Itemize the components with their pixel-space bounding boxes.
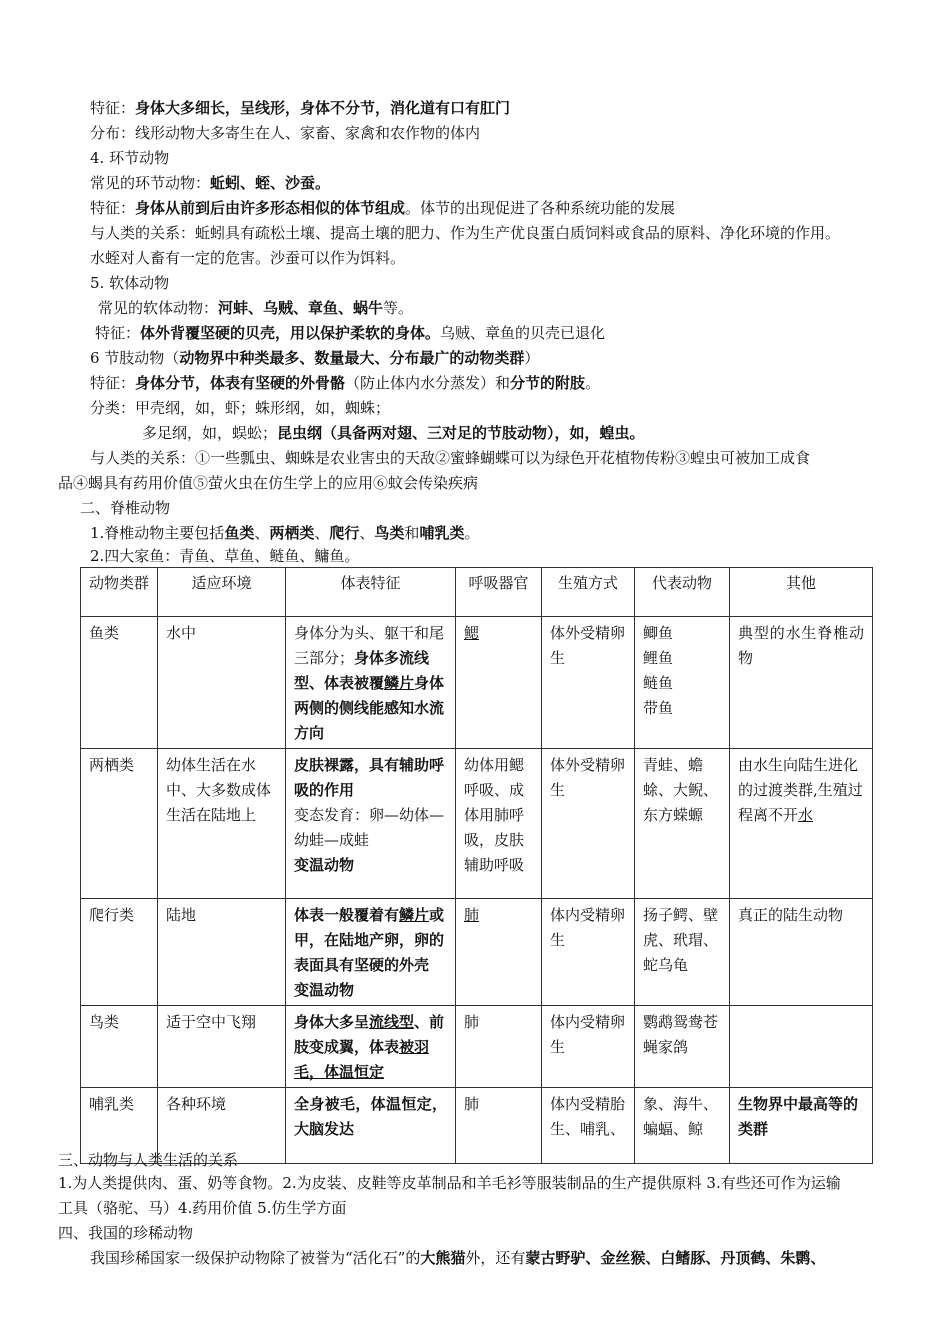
cell-breath: 肺 — [456, 899, 542, 1006]
header-repro: 生殖方式 — [542, 568, 635, 617]
relationship-line-1: 1.为人类提供肉、蛋、奶等食物。2.为皮装、皮鞋等皮革制品和羊毛衫等服装制品的生产提供原料 3.有些还可作为运输 — [58, 1174, 841, 1192]
header-env: 适应环境 — [158, 568, 286, 617]
rare-animals-text: 我国珍稀国家一级保护动物除了被誉为“活化石”的大熊猫外，还有蒙古野驴、金丝猴、白鳍豚、丹顶鹤、朱鹮、 — [90, 1249, 826, 1267]
section-annelid: 4. 环节动物 — [90, 149, 170, 167]
table-row — [81, 749, 873, 899]
section-relationship: 三、动物与人类生活的关系 — [58, 1151, 239, 1169]
cell-group: 两栖类 — [81, 749, 158, 899]
section-mollusk: 5. 软体动物 — [90, 274, 170, 292]
cell-other: 生物界中最高等的类群 — [730, 1088, 873, 1164]
cell-feature: 皮肤裸露，具有辅助呼吸的作用 变态发育：卵—幼体—幼蛙—成蛙 变温动物 — [286, 749, 456, 899]
arthropod-classes: 分类：甲壳纲，如，虾；蛛形纲，如，蜘蛛； — [90, 399, 391, 417]
table-header-row — [81, 568, 873, 617]
cell-group: 鸟类 — [81, 1006, 158, 1088]
cell-breath: 幼体用鳃呼吸、成体用肺呼吸，皮肤辅助呼吸 — [456, 749, 542, 899]
header-breath: 呼吸器官 — [456, 568, 542, 617]
relationship-line-2: 工具（骆驼、马）4.药用价值 5.仿生学方面 — [58, 1199, 347, 1217]
cell-breath: 鳃 — [456, 617, 542, 749]
cell-breath: 肺 — [456, 1088, 542, 1164]
cell-rep: 扬子鳄、壁虎、玳瑁、蛇乌龟 — [635, 899, 730, 1006]
mollusk-feature: 特征：体外背覆坚硬的贝壳，用以保护柔软的身体。乌贼、章鱼的贝壳已退化 — [95, 324, 606, 342]
cell-env: 适于空中飞翔 — [158, 1006, 286, 1088]
header-feature: 体表特征 — [286, 568, 456, 617]
header-group: 动物类群 — [81, 568, 158, 617]
cell-other: 典型的水生脊椎动物 — [730, 617, 873, 749]
annelid-feature: 特征：身体从前到后由许多形态相似的体节组成。体节的出现促进了各种系统功能的发展 — [90, 199, 676, 217]
cell-other: 真正的陆生动物 — [730, 899, 873, 1006]
section-arthropod: 6 节肢动物（动物界中种类最多、数量最大、分布最广的动物类群） — [90, 349, 540, 367]
cell-feature: 身体大多呈流线型、前肢变成翼，体表被羽毛，体温恒定 — [286, 1006, 456, 1088]
header-rep: 代表动物 — [635, 568, 730, 617]
cell-env: 幼体生活在水中、大多数成体生活在陆地上 — [158, 749, 286, 899]
cell-breath: 肺 — [456, 1006, 542, 1088]
cell-env: 各种环境 — [158, 1088, 286, 1164]
nematode-feature: 特征：身体大多细长，呈线形，身体不分节，消化道有口有肛门 — [90, 99, 511, 117]
cell-repro: 体外受精卵生 — [542, 749, 635, 899]
table-row — [81, 617, 873, 749]
cell-rep: 鲫鱼 鲤鱼 鲢鱼 带鱼 — [635, 617, 730, 749]
cell-group: 哺乳类 — [81, 1088, 158, 1164]
cell-feature: 身体分为头、躯干和尾三部分；身体多流线型、体表被覆鳞片身体两侧的侧线能感知水流方向 — [286, 617, 456, 749]
nematode-distribution: 分布：线形动物大多寄生在人、家畜、家禽和农作物的体内 — [90, 124, 481, 142]
cell-group: 鱼类 — [81, 617, 158, 749]
cell-group: 爬行类 — [81, 899, 158, 1006]
cell-repro: 体外受精卵生 — [542, 617, 635, 749]
cell-rep: 青蛙、蟾蜍、大鲵、东方蝾螈 — [635, 749, 730, 899]
vertebrate-groups: 1.脊椎动物主要包括鱼类、两栖类、爬行、鸟类和哺乳类。 — [90, 524, 480, 542]
cell-feature: 体表一般覆着有鳞片或甲，在陆地产卵，卵的表面具有坚硬的外壳 变温动物 — [286, 899, 456, 1006]
section-vertebrate: 二、脊椎动物 — [80, 499, 171, 517]
arthropod-feature: 特征：身体分节，体表有坚硬的外骨骼（防止体内水分蒸发）和分节的附肢。 — [90, 374, 601, 392]
arthropod-relation: 与人类的关系：①一些瓢虫、蜘蛛是农业害虫的天敌②蜜蜂蝴蝶可以为绿色开花植物传粉③蝗虫可被加工成食 — [90, 449, 811, 467]
cell-other — [730, 1006, 873, 1088]
table-row — [81, 899, 873, 1006]
section-rare-animals: 四、我国的珍稀动物 — [58, 1224, 194, 1242]
arthropod-classes-2: 多足纲，如，蜈蚣；昆虫纲（具备两对翅、三对足的节肢动物），如，蝗虫。 — [142, 424, 645, 442]
cell-repro: 体内受精卵生 — [542, 899, 635, 1006]
cell-env: 水中 — [158, 617, 286, 749]
annelid-relation-2: 水蛭对人畜有一定的危害。沙蚕可以作为饵料。 — [90, 249, 406, 267]
cell-rep: 象、海牛、蝙蝠、鲸 — [635, 1088, 730, 1164]
cell-repro: 体内受精卵生 — [542, 1006, 635, 1088]
header-other: 其他 — [730, 568, 873, 617]
cell-repro: 体内受精胎生、哺乳、 — [542, 1088, 635, 1164]
cell-other: 由水生向陆生进化的过渡类群,生殖过程离不开水 — [730, 749, 873, 899]
cell-env: 陆地 — [158, 899, 286, 1006]
annelid-relation: 与人类的关系：蚯蚓具有疏松土壤、提高土壤的肥力、作为生产优良蛋白质饲料或食品的原料、净化环境的作用。 — [90, 224, 841, 242]
four-fish: 2.四大家鱼：青鱼、草鱼、鲢鱼、鳙鱼。 — [90, 547, 360, 565]
annelid-common: 常见的环节动物：蚯蚓、蛭、沙蚕。 — [90, 174, 331, 192]
vertebrate-table — [80, 567, 873, 1164]
table-row — [81, 1006, 873, 1088]
arthropod-relation-2: 品④蝎具有药用价值⑤萤火虫在仿生学上的应用⑥蚊会传染疾病 — [58, 474, 479, 492]
mollusk-common: 常见的软体动物：河蚌、乌贼、章鱼、蜗牛等。 — [98, 299, 414, 317]
cell-feature: 全身被毛，体温恒定，大脑发达 — [286, 1088, 456, 1164]
cell-rep: 鹦鹉鸳鸯苍蝇家鸽 — [635, 1006, 730, 1088]
